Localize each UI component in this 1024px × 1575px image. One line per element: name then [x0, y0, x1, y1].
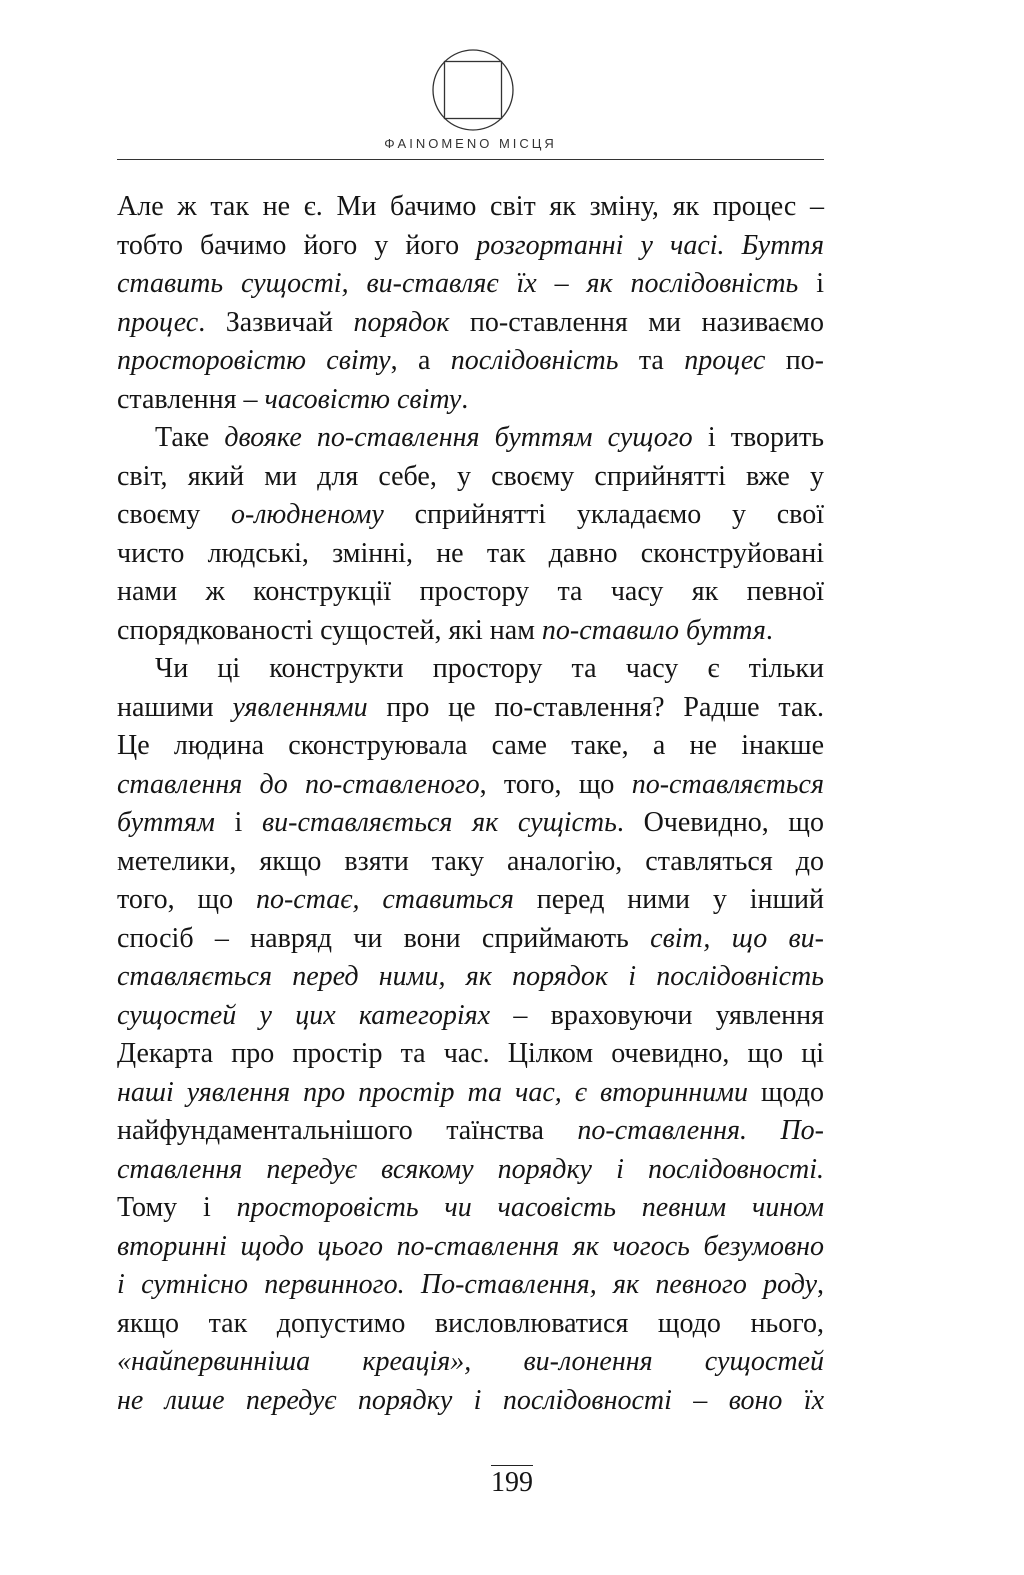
- running-head: ΦAINOMENO МІСЦЯ: [384, 136, 557, 151]
- text-line: [117, 766, 824, 805]
- italic-text: двояке по-ставлення буттям сущого: [224, 422, 693, 453]
- text-line: [117, 1305, 824, 1344]
- text-run: . Очевидно, що: [616, 807, 824, 838]
- text-run: ставлення –: [117, 383, 265, 415]
- text-line: [117, 265, 824, 304]
- text-line: [117, 419, 824, 458]
- text-line: [117, 573, 824, 612]
- italic-text: процес: [117, 306, 199, 338]
- text-run: .: [461, 383, 469, 415]
- circle-square-emblem-icon: [431, 48, 515, 132]
- italic-text: і сутнісно первинного. По-ставлення, як певного роду: [117, 1269, 817, 1300]
- text-line: [117, 689, 824, 728]
- text-line: [117, 843, 824, 882]
- text-run: Але ж так не є. Ми бачимо світ як зміну, як процес –: [117, 191, 824, 222]
- text-run: спорядкованості сущостей, які нам: [117, 614, 542, 646]
- text-run: і: [214, 807, 262, 838]
- text-line: [117, 1266, 824, 1305]
- text-run: чисто людські, змінні, не так давно сконструйовані: [117, 537, 824, 569]
- page-number-footer: [0, 1465, 1024, 1499]
- text-run: , а: [390, 345, 451, 376]
- text-run: Таке: [155, 422, 225, 453]
- text-run: нашими: [117, 691, 233, 723]
- text-line: [117, 1035, 824, 1074]
- text-line: [117, 1189, 824, 1228]
- text-line: [117, 496, 824, 535]
- paragraph: [117, 188, 824, 419]
- text-line: [117, 1228, 824, 1267]
- text-line: [117, 535, 824, 574]
- text-line: [117, 1151, 824, 1190]
- text-run: Декарта про простір та час. Цілком очевидно, що ці: [117, 1038, 824, 1069]
- text-run: . Зазвичай: [198, 306, 354, 338]
- text-line: [117, 381, 824, 420]
- italic-text: наші уявлення про простір та час, є вторинними: [117, 1076, 749, 1108]
- italic-text: вторинні щодо цього по-ставлення як чогось безумовно: [117, 1230, 824, 1262]
- text-run: спосіб – навряд чи вони сприймають: [117, 922, 651, 954]
- italic-text: ви-ставляється як сущість: [261, 807, 617, 838]
- text-run: , того, що: [479, 768, 632, 800]
- text-run: і творить: [692, 422, 824, 453]
- text-line: [117, 1074, 824, 1113]
- italic-text: світ, що ви-: [650, 922, 824, 954]
- paragraph: [117, 419, 824, 650]
- italic-text: «найпервинніша креація», ви-лонення сущостей: [117, 1346, 824, 1377]
- text-line: [117, 804, 824, 843]
- text-run: найфундаментальнішого таїнства: [117, 1115, 578, 1146]
- text-run: про це по-ставлення? Радше так.: [367, 691, 824, 723]
- header-rule: [117, 159, 824, 160]
- paragraph: [117, 650, 824, 1420]
- text-line: [117, 1382, 824, 1421]
- text-run: Це людина сконструювала саме таке, а не інакше: [117, 730, 824, 761]
- text-line: [117, 920, 824, 959]
- italic-text: уявленнями: [232, 691, 368, 723]
- italic-text: ставить сущості, ви-ставляє їх – як послідовність: [117, 268, 799, 299]
- text-run: Тому і: [117, 1192, 237, 1223]
- text-run: тобто бачимо його у його: [117, 229, 477, 261]
- text-line: [117, 612, 824, 651]
- italic-text: просторовість чи часовість певним чином: [236, 1192, 824, 1223]
- text-run: ,: [817, 1269, 824, 1300]
- italic-text: по-ставлення. По-: [577, 1115, 824, 1146]
- text-line: [117, 227, 824, 266]
- text-line: [117, 342, 824, 381]
- text-line: [117, 188, 824, 227]
- italic-text: ставлення передує всякому порядку і послідовності.: [117, 1153, 824, 1185]
- italic-text: ставлення до по-ставленого: [117, 768, 480, 800]
- italic-text: не лише передує порядку і послідовності – воно їх: [117, 1384, 824, 1416]
- text-line: [117, 997, 824, 1036]
- text-run: та: [618, 345, 685, 376]
- body-text: [117, 188, 824, 1420]
- text-run: – враховуючи уявлення: [490, 999, 824, 1031]
- italic-text: по-стає, ставиться: [255, 884, 514, 915]
- text-line: [117, 958, 824, 997]
- text-run: нами ж конструкції простору та часу як певної: [117, 576, 824, 607]
- text-run: .: [765, 614, 773, 646]
- text-run: своєму: [117, 499, 231, 530]
- text-run: по-ставлення ми називаємо: [449, 306, 824, 338]
- italic-text: порядок: [353, 306, 450, 338]
- italic-text: розгортанні у часі. Буття: [476, 229, 824, 261]
- text-run: того, що: [117, 884, 256, 915]
- text-run: по-: [765, 345, 825, 376]
- page-number: 199: [491, 1467, 533, 1498]
- text-line: [117, 1112, 824, 1151]
- text-line: [117, 650, 824, 689]
- italic-text: по-ставляється: [631, 768, 824, 800]
- text-run: світ, який ми для себе, у своєму сприйнятті вже у: [117, 460, 824, 492]
- text-run: метелики, якщо взяти таку аналогію, ставляться до: [117, 845, 824, 877]
- italic-text: послідовність: [450, 345, 619, 376]
- text-line: [117, 458, 824, 497]
- text-run: сприйнятті укладаємо у свої: [383, 499, 824, 530]
- text-run: перед ними у інший: [513, 884, 824, 915]
- italic-text: процес: [684, 345, 766, 376]
- text-line: [117, 1343, 824, 1382]
- text-run: щодо: [748, 1076, 824, 1108]
- italic-text: сущостей у цих категоріях: [117, 999, 491, 1031]
- italic-text: часовістю світу: [264, 383, 462, 415]
- italic-text: по-ставило буття: [541, 614, 766, 646]
- text-run: Чи ці конструкти простору та часу є тільки: [155, 653, 824, 684]
- text-line: [117, 727, 824, 766]
- italic-text: о-людненому: [230, 499, 384, 530]
- text-line: [117, 881, 824, 920]
- italic-text: просторовістю світу: [117, 345, 391, 376]
- italic-text: буттям: [117, 807, 215, 838]
- text-run: і: [798, 268, 825, 299]
- italic-text: ставляється перед ними, як порядок і послідовність: [117, 961, 824, 992]
- text-line: [117, 304, 824, 343]
- text-run: якщо так допустимо висловлюватися щодо нього,: [117, 1307, 824, 1339]
